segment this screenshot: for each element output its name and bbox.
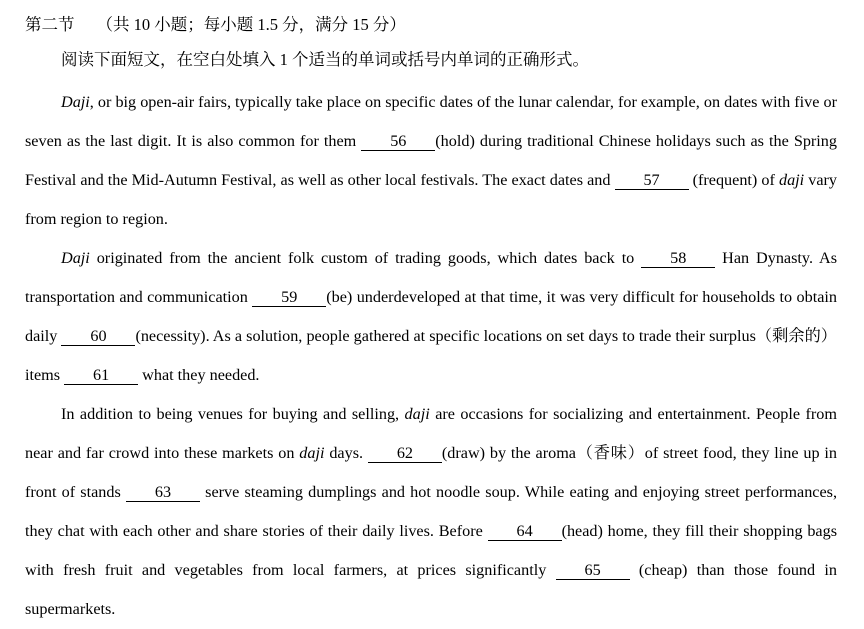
instruction-text: 阅读下面短文，在空白处填入 1 个适当的单词或括号内单词的正确形式。 xyxy=(61,50,589,69)
blank-57[interactable]: 57 xyxy=(615,172,689,190)
term-daji: daji xyxy=(404,405,430,423)
blank-62[interactable]: 62 xyxy=(368,445,442,463)
blank-64[interactable]: 64 xyxy=(488,523,562,541)
paragraph-2: Daji originated from the ancient folk custom of trading goods, which dates back to 58 Han Dynasty. As transportation and communication 59 (be) underdeveloped at that time, it was very difficult for households to obtain daily 60 (necessity). As a solution, people gathered at specific locations on set days to trade their surplus（剩余的）items 61 what they needed. xyxy=(25,249,838,384)
blank-63[interactable]: 63 xyxy=(126,484,200,502)
blank-59[interactable]: 59 xyxy=(252,289,326,307)
blank-60[interactable]: 60 xyxy=(61,328,135,346)
term-daji: Daji xyxy=(61,93,90,111)
term-daji: daji xyxy=(299,444,325,462)
section-subtitle: （共 10 小题；每小题 1.5 分，满分 15 分） xyxy=(96,15,406,34)
term-daji: daji xyxy=(778,171,805,189)
paragraph-1: Daji, or big open-air fairs, typically take place on specific dates of the lunar calendar, for example, on dates with five or seven as the last digit. It is also common for them 56 (hold) during traditional Chinese holidays such as the Spring Festival and the Mid-Autumn Festival, as well as other local festivals. The exact dates and 57 (frequent) of daji vary from region to region. xyxy=(25,93,837,228)
reading-passage xyxy=(25,83,837,629)
paragraph-3: In addition to being venues for buying and selling, daji are occasions for socializing and entertainment. People from near and far crowd into these markets on daji days. 62 (draw) by the aroma（香味）of street food, they line up in front of stands 63 serve steaming dumplings and hot noodle soup. While eating and enjoying street performances, they chat with each other and share stories of their daily lives. Before 64 (head) home, they fill their shopping bags with fresh fruit and vegetables from local farmers, at prices significantly 65 (cheap) than those found in supermarkets. xyxy=(25,405,838,618)
section-title: 第二节 xyxy=(25,15,75,34)
blank-56[interactable]: 56 xyxy=(361,133,435,151)
term-daji: Daji xyxy=(61,249,90,267)
blank-61[interactable]: 61 xyxy=(64,367,138,385)
blank-65[interactable]: 65 xyxy=(556,562,630,580)
blank-58[interactable]: 58 xyxy=(641,250,715,268)
section-heading xyxy=(25,13,406,37)
